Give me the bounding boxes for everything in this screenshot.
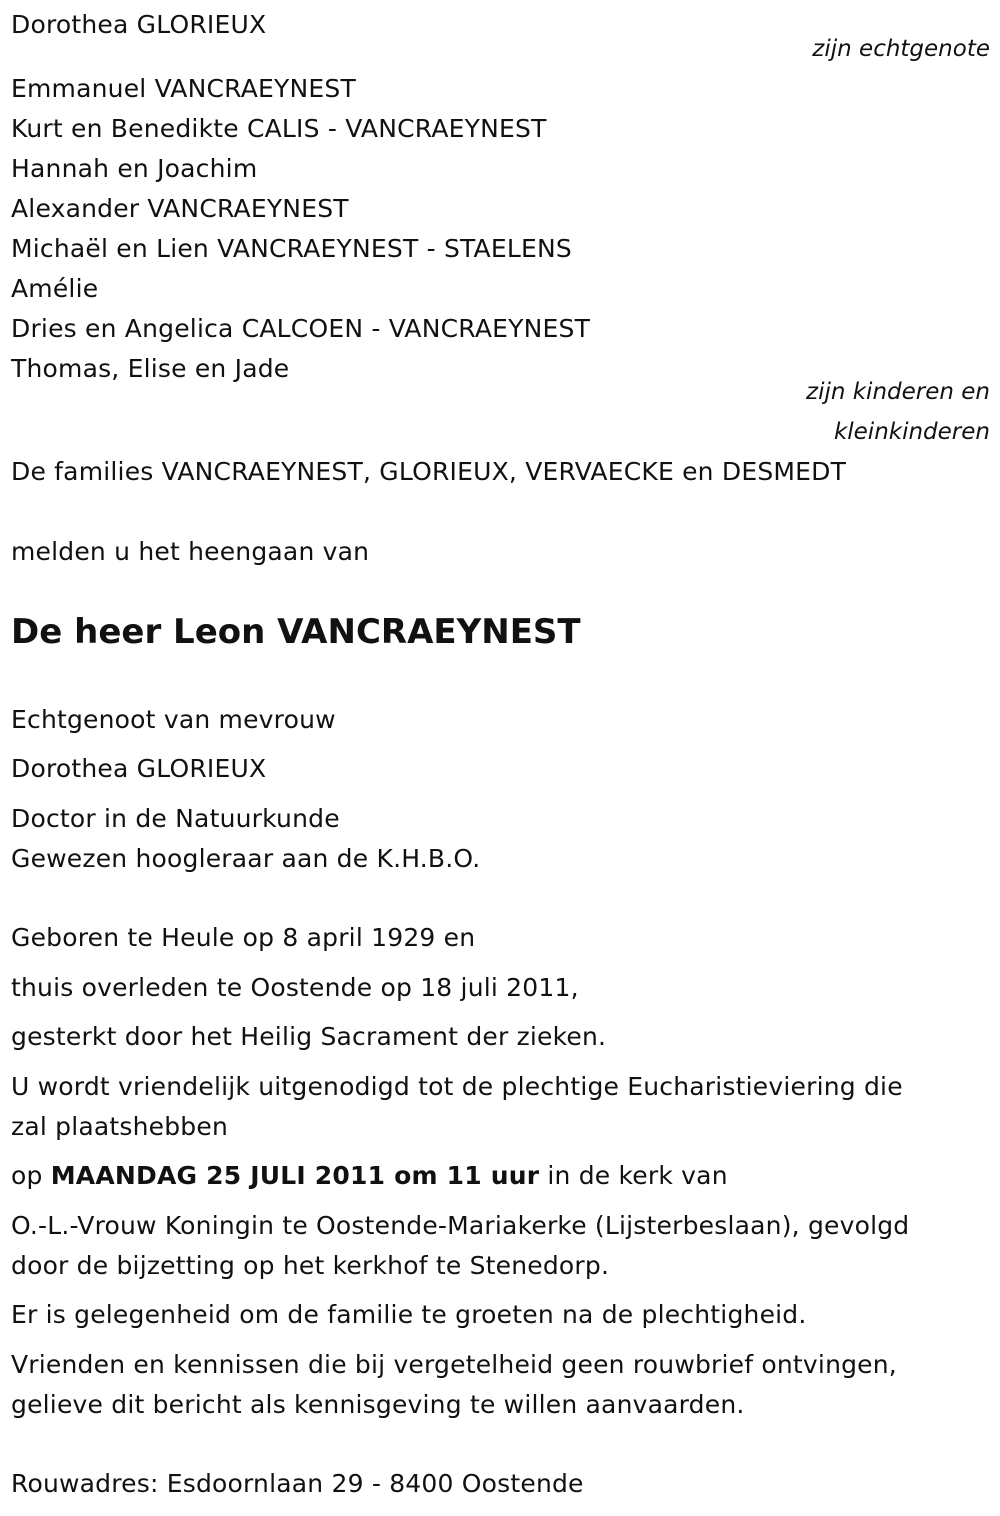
friends: Vrienden en kennissen die bij vergetelheid geen rouwbrief ontvingen, — [11, 1350, 897, 1379]
children-role: zijn kinderen en — [806, 379, 990, 405]
child-line: Thomas, Elise en Jade — [11, 354, 290, 383]
child-line: Emmanuel VANCRAEYNEST — [11, 74, 356, 103]
church: door de bijzetting op het kerkhof te Stenedorp. — [11, 1251, 610, 1280]
service-date — [11, 1161, 728, 1191]
died: thuis overleden te Oostende op 18 juli 2011, — [11, 973, 579, 1002]
date-suffix: in de kerk van — [547, 1161, 728, 1190]
child-line: Alexander VANCRAEYNEST — [11, 194, 349, 223]
church: O.-L.-Vrouw Koningin te Oostende-Mariakerke (Lijsterbeslaan), gevolgd — [11, 1211, 910, 1240]
child-line: Kurt en Benedikte CALIS - VANCRAEYNEST — [11, 114, 547, 143]
title-line: Doctor in de Natuurkunde — [11, 804, 340, 833]
address: Rouwadres: Esdoornlaan 29 - 8400 Oostende — [11, 1469, 584, 1498]
date-bold: MAANDAG 25 JULI 2011 om 11 uur — [50, 1161, 540, 1190]
invite: zal plaatshebben — [11, 1112, 229, 1141]
spouse-name-detail: Dorothea GLORIEUX — [11, 754, 267, 783]
children-role: kleinkinderen — [833, 419, 990, 445]
title-line: Gewezen hoogleraar aan de K.H.B.O. — [11, 844, 481, 873]
greet: Er is gelegenheid om de familie te groeten na de plechtigheid. — [11, 1300, 807, 1329]
child-line: Dries en Angelica CALCOEN - VANCRAEYNEST — [11, 314, 591, 343]
sacrament: gesterkt door het Heilig Sacrament der zieken. — [11, 1022, 607, 1051]
child-line: Hannah en Joachim — [11, 154, 258, 183]
date-prefix: op — [11, 1161, 43, 1190]
spouse-label: Echtgenoot van mevrouw — [11, 705, 336, 734]
families: De families VANCRAEYNEST, GLORIEUX, VERVAECKE en DESMEDT — [11, 457, 847, 486]
spouse-role: zijn echtgenote — [812, 36, 990, 62]
child-line: Michaël en Lien VANCRAEYNEST - STAELENS — [11, 234, 572, 263]
invite: U wordt vriendelijk uitgenodigd tot de plechtige Eucharistieviering die — [11, 1072, 903, 1101]
deceased-name: De heer Leon VANCRAEYNEST — [11, 612, 581, 652]
friends: gelieve dit bericht als kennisgeving te willen aanvaarden. — [11, 1390, 745, 1419]
born: Geboren te Heule op 8 april 1929 en — [11, 923, 476, 952]
child-line: Amélie — [11, 274, 99, 303]
announce: melden u het heengaan van — [11, 537, 370, 566]
spouse-name: Dorothea GLORIEUX — [11, 10, 267, 39]
